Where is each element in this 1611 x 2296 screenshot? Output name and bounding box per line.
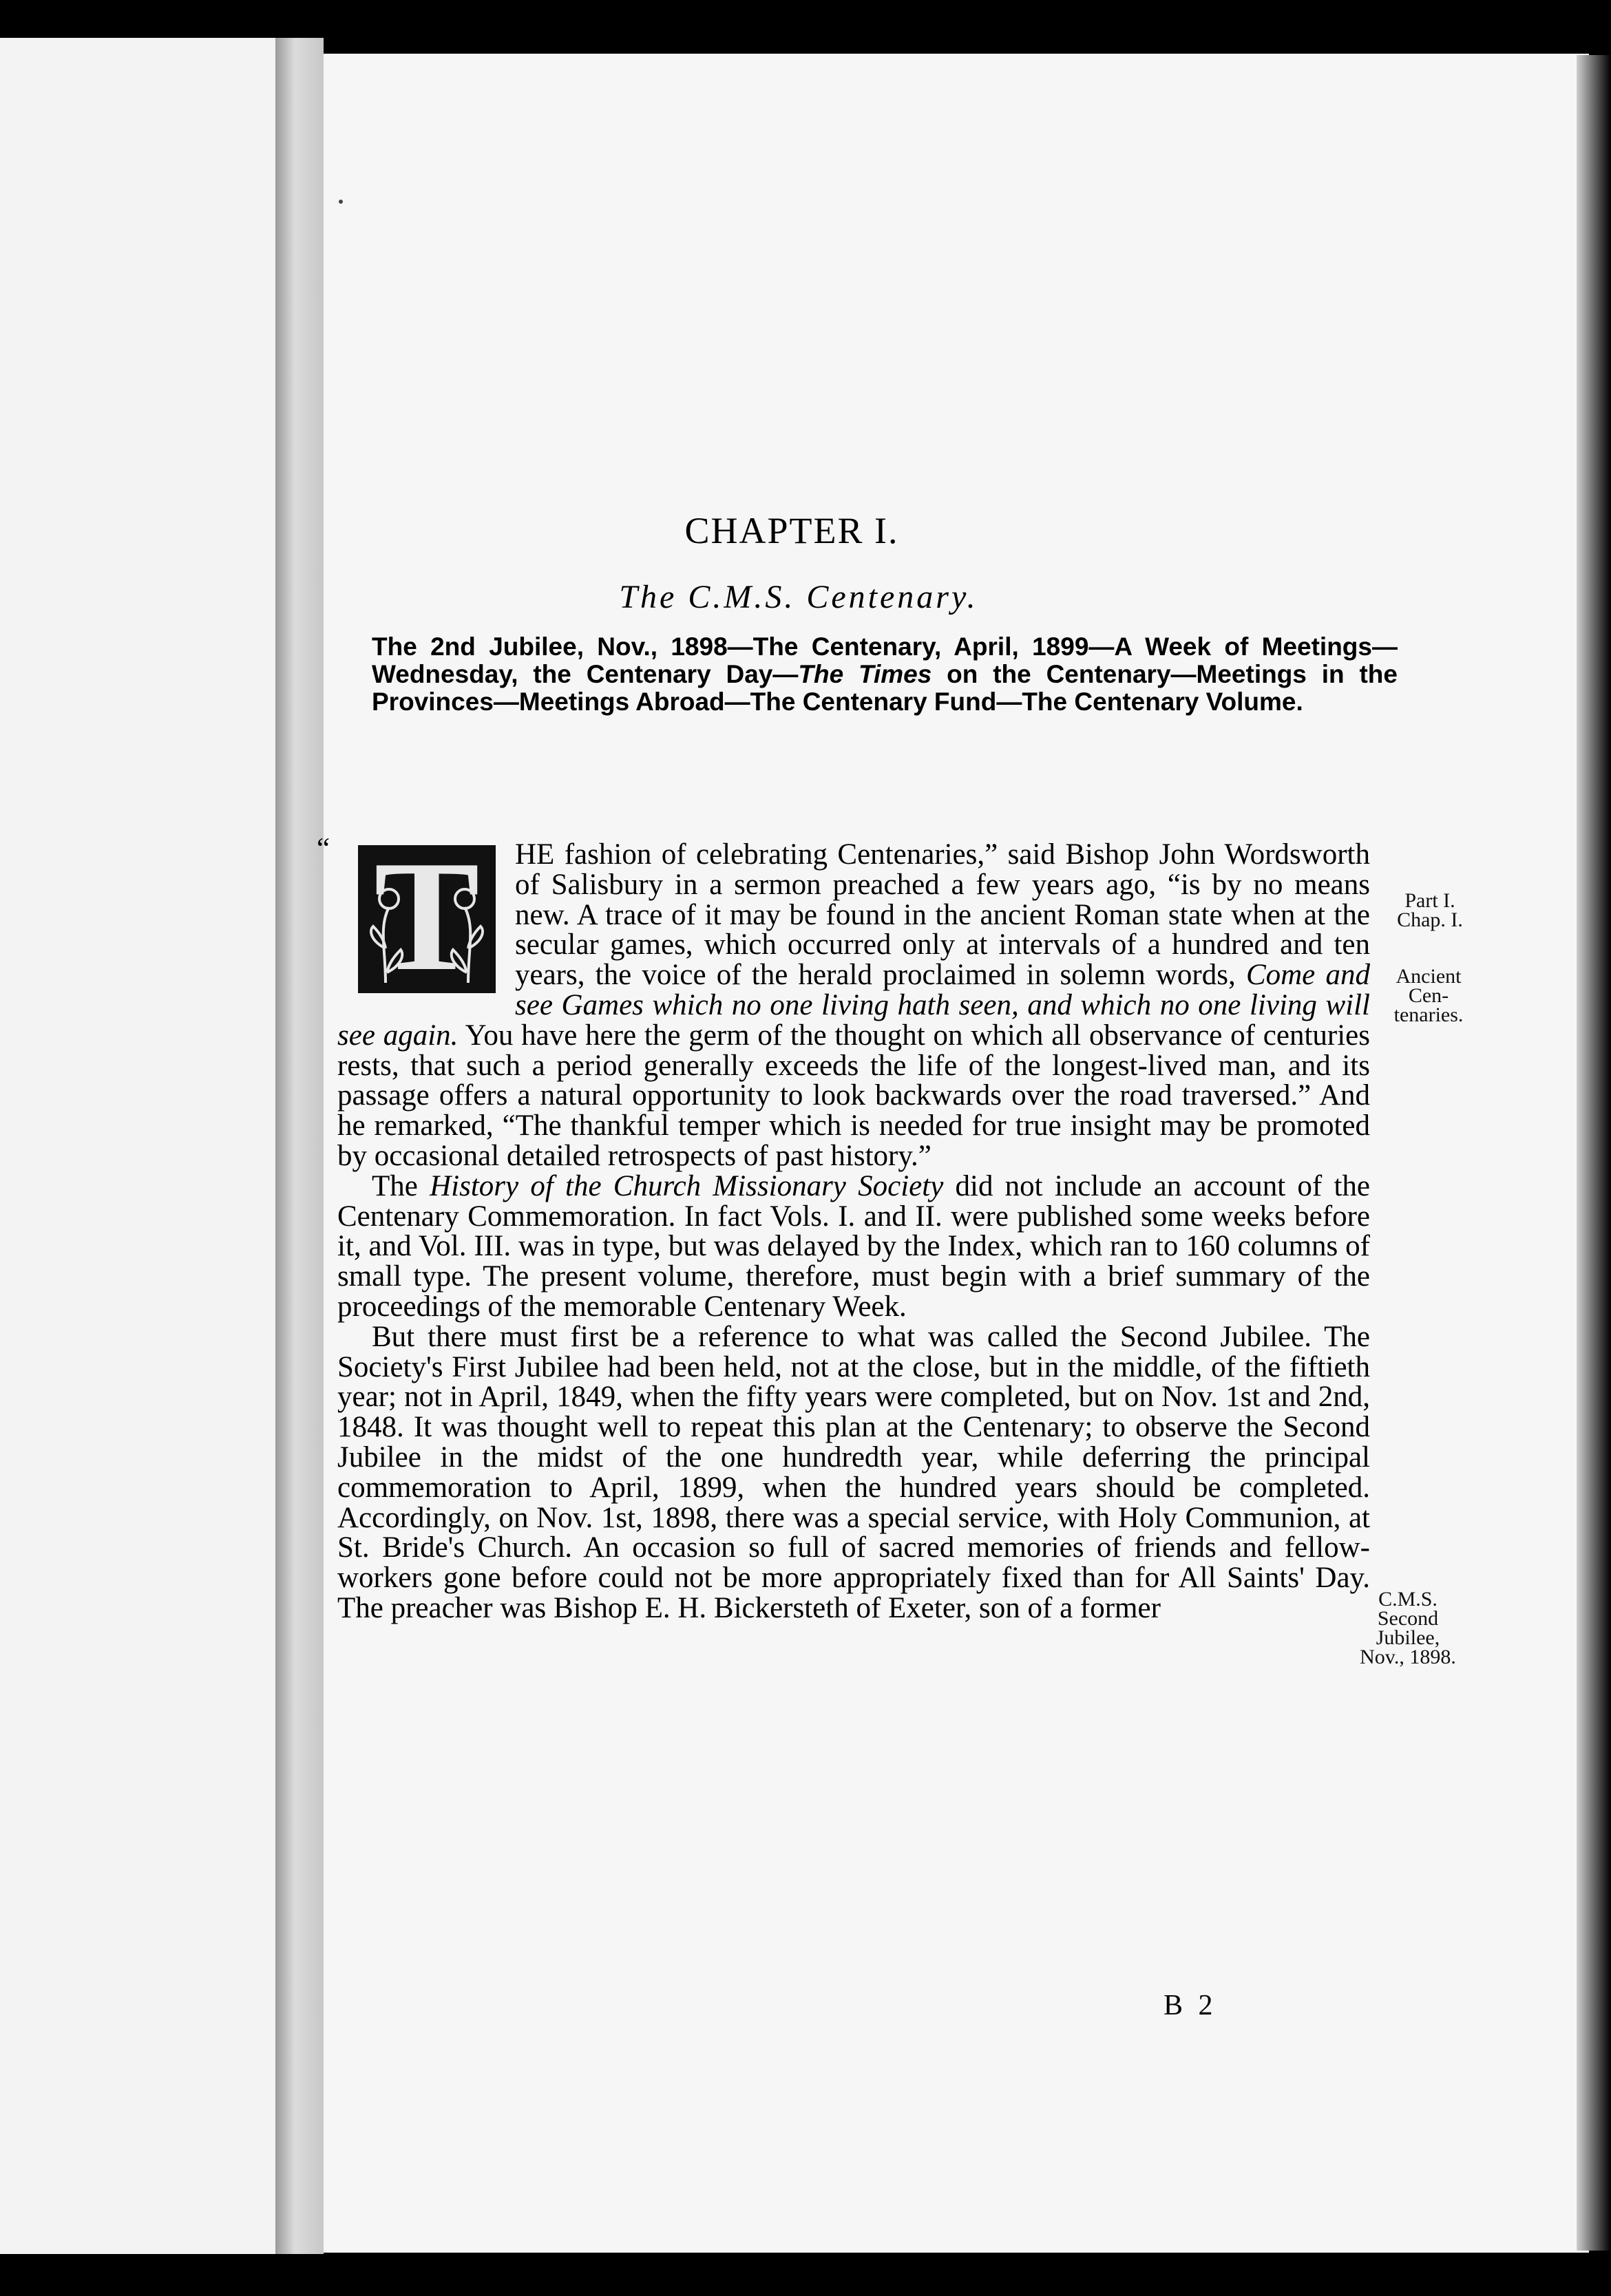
chapter-title: The C.M.S. Centenary. bbox=[619, 579, 978, 615]
margin-note-second-jubilee bbox=[1346, 1590, 1470, 1667]
margin-note-line: Second bbox=[1377, 1607, 1439, 1630]
margin-note-line: Part I. bbox=[1404, 889, 1455, 912]
chapter-summary bbox=[372, 633, 1398, 716]
margin-note-ancient-centenaries bbox=[1377, 967, 1480, 1025]
paragraph-1 bbox=[317, 828, 1370, 1172]
margin-note-line: Ancient bbox=[1396, 965, 1462, 988]
signature-mark: B 2 bbox=[1164, 1990, 1217, 2021]
paragraph-2-text-a: The bbox=[372, 1169, 430, 1202]
margin-note-line: Nov., 1898. bbox=[1360, 1646, 1456, 1668]
summary-text-1: The 2nd Jubilee, Nov., 1898—The Centenary, April, 1899—A Week of Meetings—Wednesday, the Centenary Day— bbox=[372, 633, 1398, 688]
page-edge-shadow bbox=[1577, 55, 1611, 2251]
chapter-heading: CHAPTER I. bbox=[684, 510, 899, 551]
paragraph-2 bbox=[337, 1171, 1370, 1322]
facing-page bbox=[0, 38, 275, 2254]
margin-note-line: tenaries. bbox=[1393, 1003, 1464, 1026]
margin-note-line: Cen- bbox=[1408, 984, 1449, 1007]
summary-italic: The Times bbox=[798, 660, 932, 688]
margin-note-line: C.M.S. bbox=[1378, 1588, 1438, 1611]
paragraph-3: But there must first be a reference to what was called the Second Jubilee. The Society's First Jubilee had been held, not at the close, but in the middle, of the fiftieth year; not in April, 1849, when the fifty years were completed, but on Nov. 1st and 2nd, 1848. It was thought well to repeat this plan at the Centenary; to observe the Second Jubilee in the midst of the one hundredth year, while deferring the principal commemoration to April, 1899, when the hundred years should be completed. Accordingly, on Nov. 1st, 1898, there was a special service, with Holy Communion, at St. Bride's Church. An occasion so full of sacred memories of friends and fellow-workers gone before could not be more appropriately fixed than for All Saints' Day. The preacher was Bishop E. H. Bickersteth of Exeter, son of a former bbox=[337, 1320, 1370, 1624]
paragraph-1-text-b: You have here the germ of the thought on which all observance of centuries rests, that such a period generally exceeds the life of the longest-lived man, and its passage offers a natural opportunity to look backwards over the road traversed.” And he remarked, “The thankful temper which is needed for true insight may be promoted by occasional detailed retrospects of past history.” bbox=[337, 1019, 1370, 1172]
paragraph-2-text-b: did not include an account of the Centenary Commemoration. In fact Vols. I. and II. were published some weeks before it, and Vol. III. was in type, but was delayed by the Index, which ran to 160 columns of small type. The present volume, therefore, must begin with a brief summary of the proceedings of the memorable Centenary Week. bbox=[337, 1169, 1370, 1323]
paragraph-1-italic: Come and see Games which no one living hath seen, and which no one living will see again. bbox=[337, 959, 1370, 1052]
book-gutter bbox=[275, 38, 324, 2254]
paragraph-2-italic: History of the Church Missionary Society bbox=[430, 1169, 944, 1202]
speck bbox=[339, 200, 343, 204]
body-text bbox=[317, 828, 1370, 1624]
drop-cap-letter: T bbox=[374, 828, 480, 1003]
margin-note-line: Jubilee, bbox=[1376, 1626, 1440, 1649]
summary-text-2: on the Centenary—Meetings in the Provinces—Meetings Abroad—The Centenary Fund—The Centenary Volume. bbox=[372, 660, 1398, 716]
margin-note-part bbox=[1392, 891, 1468, 930]
open-quote: “ bbox=[317, 833, 330, 865]
paragraph-1-text-a: HE fashion of celebrating Centenaries,” said Bishop John Wordsworth of Salisbury in a sermon preached a few years ago, “is by no means new. A trace of it may be found in the ancient Roman state when at the secular games, which occurred only at intervals of a hundred and ten years, the voice of the herald proclaimed in solemn words, bbox=[515, 838, 1370, 992]
margin-note-line: Chap. I. bbox=[1397, 908, 1463, 931]
ornamental-drop-cap bbox=[358, 828, 496, 1003]
